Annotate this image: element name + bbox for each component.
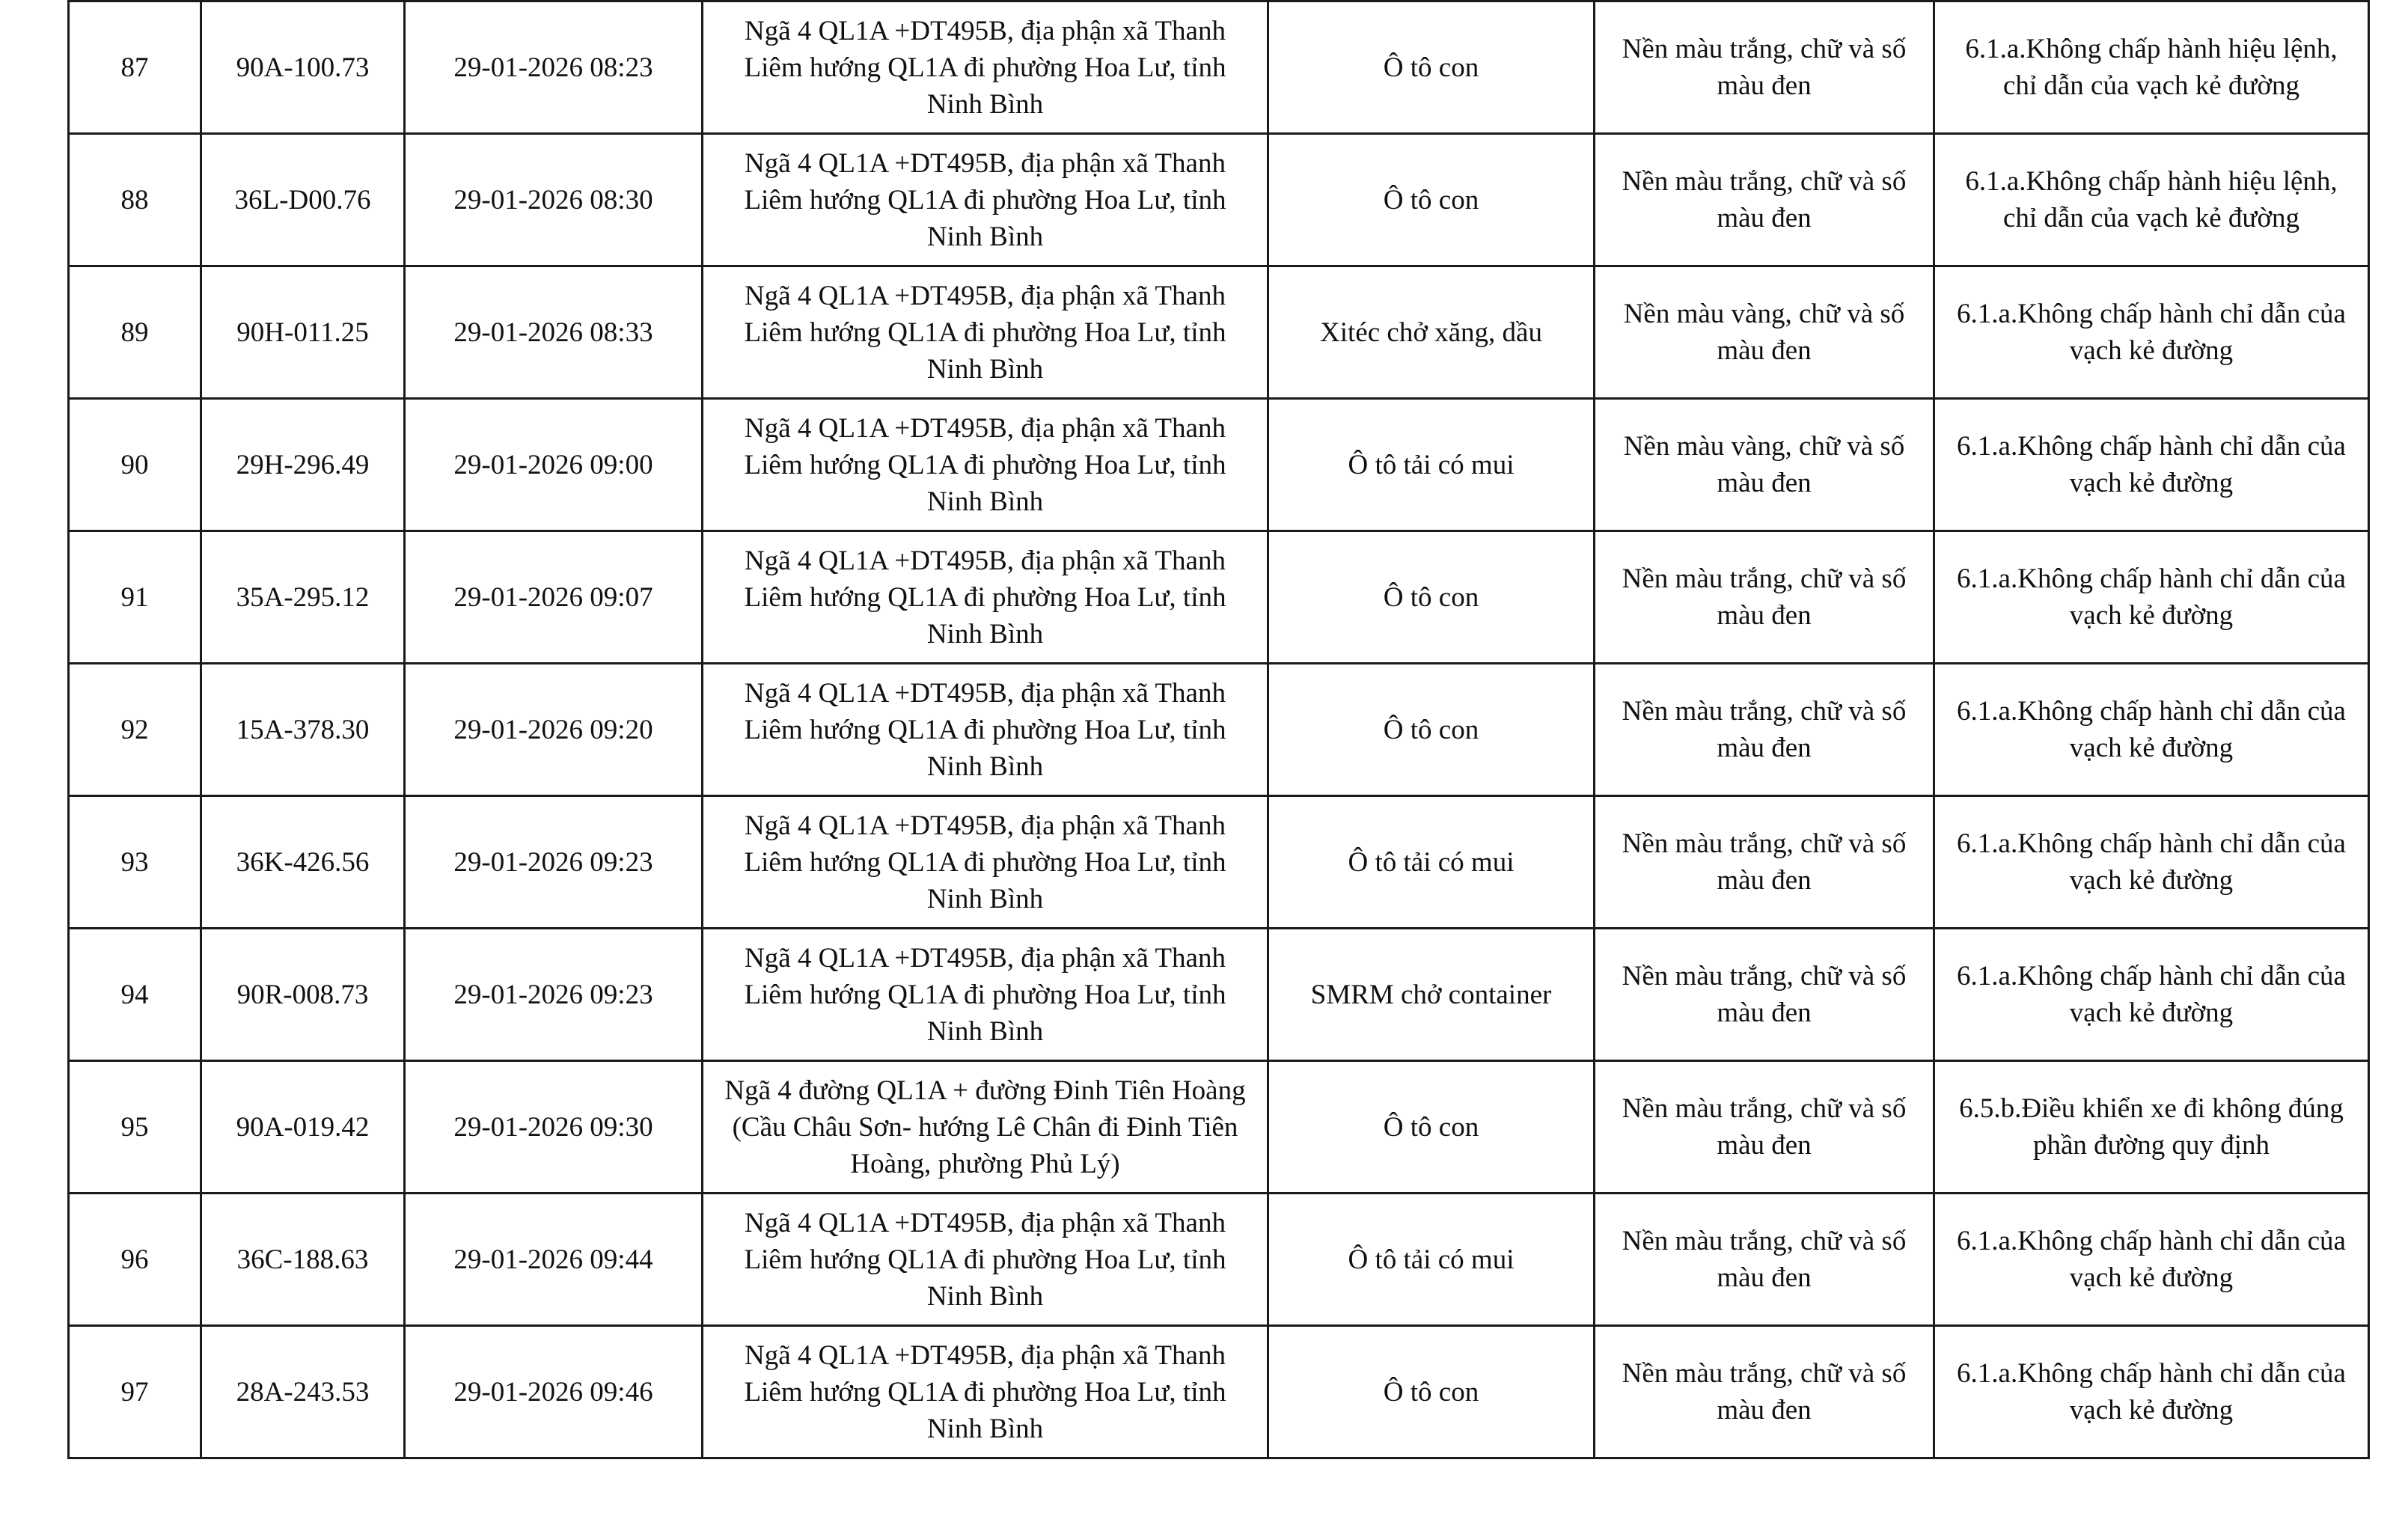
table-body — [69, 1, 2369, 1458]
plate-color-cell: Nền màu trắng, chữ và số màu đen — [1595, 134, 1934, 266]
violation-time-cell: 29-01-2026 09:44 — [405, 1194, 703, 1326]
vehicle-type-cell: Ô tô con — [1268, 1, 1595, 134]
row-number-cell: 94 — [69, 929, 201, 1061]
location-cell: Ngã 4 QL1A +DT495B, địa phận xã Thanh Liêm hướng QL1A đi phường Hoa Lư, tỉnh Ninh Bình — [703, 1326, 1268, 1458]
license-plate-cell: 36C-188.63 — [201, 1194, 405, 1326]
vehicle-type-cell: Ô tô con — [1268, 531, 1595, 664]
license-plate-cell: 90A-019.42 — [201, 1061, 405, 1194]
vehicle-type-cell: Ô tô con — [1268, 1061, 1595, 1194]
table-row — [69, 399, 2369, 531]
row-number-cell: 96 — [69, 1194, 201, 1326]
violations-table — [67, 0, 2370, 1459]
plate-color-cell: Nền màu trắng, chữ và số màu đen — [1595, 664, 1934, 796]
location-cell: Ngã 4 QL1A +DT495B, địa phận xã Thanh Liêm hướng QL1A đi phường Hoa Lư, tỉnh Ninh Bình — [703, 1194, 1268, 1326]
violation-time-cell: 29-01-2026 09:00 — [405, 399, 703, 531]
violation-cell: 6.1.a.Không chấp hành chỉ dẫn của vạch kẻ đường — [1934, 266, 2369, 399]
violation-time-cell: 29-01-2026 08:30 — [405, 134, 703, 266]
table-row — [69, 134, 2369, 266]
row-number-cell: 95 — [69, 1061, 201, 1194]
table-row — [69, 664, 2369, 796]
violation-time-cell: 29-01-2026 09:30 — [405, 1061, 703, 1194]
license-plate-cell: 35A-295.12 — [201, 531, 405, 664]
plate-color-cell: Nền màu vàng, chữ và số màu đen — [1595, 399, 1934, 531]
location-cell: Ngã 4 QL1A +DT495B, địa phận xã Thanh Liêm hướng QL1A đi phường Hoa Lư, tỉnh Ninh Bình — [703, 531, 1268, 664]
violation-time-cell: 29-01-2026 09:23 — [405, 929, 703, 1061]
location-cell: Ngã 4 QL1A +DT495B, địa phận xã Thanh Liêm hướng QL1A đi phường Hoa Lư, tỉnh Ninh Bình — [703, 399, 1268, 531]
violation-cell: 6.1.a.Không chấp hành chỉ dẫn của vạch kẻ đường — [1934, 796, 2369, 929]
violation-cell: 6.1.a.Không chấp hành chỉ dẫn của vạch kẻ đường — [1934, 1326, 2369, 1458]
plate-color-cell: Nền màu trắng, chữ và số màu đen — [1595, 531, 1934, 664]
row-number-cell: 87 — [69, 1, 201, 134]
violation-cell: 6.1.a.Không chấp hành hiệu lệnh, chỉ dẫn của vạch kẻ đường — [1934, 134, 2369, 266]
location-cell: Ngã 4 đường QL1A + đường Đinh Tiên Hoàng (Cầu Châu Sơn- hướng Lê Chân đi Đinh Tiên Hoàng, phường Phủ Lý) — [703, 1061, 1268, 1194]
location-cell: Ngã 4 QL1A +DT495B, địa phận xã Thanh Liêm hướng QL1A đi phường Hoa Lư, tỉnh Ninh Bình — [703, 266, 1268, 399]
document-page — [67, 0, 2368, 1459]
table-row — [69, 929, 2369, 1061]
row-number-cell: 88 — [69, 134, 201, 266]
location-cell: Ngã 4 QL1A +DT495B, địa phận xã Thanh Liêm hướng QL1A đi phường Hoa Lư, tỉnh Ninh Bình — [703, 1, 1268, 134]
violation-time-cell: 29-01-2026 09:07 — [405, 531, 703, 664]
vehicle-type-cell: Ô tô tải có mui — [1268, 399, 1595, 531]
plate-color-cell: Nền màu trắng, chữ và số màu đen — [1595, 1061, 1934, 1194]
license-plate-cell: 15A-378.30 — [201, 664, 405, 796]
plate-color-cell: Nền màu vàng, chữ và số màu đen — [1595, 266, 1934, 399]
violation-cell: 6.1.a.Không chấp hành chỉ dẫn của vạch kẻ đường — [1934, 1194, 2369, 1326]
violation-cell: 6.1.a.Không chấp hành hiệu lệnh, chỉ dẫn của vạch kẻ đường — [1934, 1, 2369, 134]
vehicle-type-cell: SMRM chở container — [1268, 929, 1595, 1061]
license-plate-cell: 90A-100.73 — [201, 1, 405, 134]
table-row — [69, 1326, 2369, 1458]
violation-time-cell: 29-01-2026 08:23 — [405, 1, 703, 134]
row-number-cell: 89 — [69, 266, 201, 399]
row-number-cell: 97 — [69, 1326, 201, 1458]
vehicle-type-cell: Ô tô con — [1268, 134, 1595, 266]
row-number-cell: 90 — [69, 399, 201, 531]
violation-cell: 6.1.a.Không chấp hành chỉ dẫn của vạch kẻ đường — [1934, 664, 2369, 796]
violation-cell: 6.5.b.Điều khiển xe đi không đúng phần đường quy định — [1934, 1061, 2369, 1194]
violation-cell: 6.1.a.Không chấp hành chỉ dẫn của vạch kẻ đường — [1934, 399, 2369, 531]
plate-color-cell: Nền màu trắng, chữ và số màu đen — [1595, 929, 1934, 1061]
license-plate-cell: 36L-D00.76 — [201, 134, 405, 266]
license-plate-cell: 90R-008.73 — [201, 929, 405, 1061]
location-cell: Ngã 4 QL1A +DT495B, địa phận xã Thanh Liêm hướng QL1A đi phường Hoa Lư, tỉnh Ninh Bình — [703, 929, 1268, 1061]
row-number-cell: 91 — [69, 531, 201, 664]
table-row — [69, 1194, 2369, 1326]
plate-color-cell: Nền màu trắng, chữ và số màu đen — [1595, 796, 1934, 929]
table-row — [69, 1061, 2369, 1194]
table-row — [69, 796, 2369, 929]
violation-time-cell: 29-01-2026 09:20 — [405, 664, 703, 796]
table-row — [69, 266, 2369, 399]
table-row — [69, 531, 2369, 664]
vehicle-type-cell: Ô tô tải có mui — [1268, 1194, 1595, 1326]
violation-time-cell: 29-01-2026 09:23 — [405, 796, 703, 929]
license-plate-cell: 29H-296.49 — [201, 399, 405, 531]
row-number-cell: 92 — [69, 664, 201, 796]
location-cell: Ngã 4 QL1A +DT495B, địa phận xã Thanh Liêm hướng QL1A đi phường Hoa Lư, tỉnh Ninh Bình — [703, 134, 1268, 266]
violation-time-cell: 29-01-2026 09:46 — [405, 1326, 703, 1458]
table-row — [69, 1, 2369, 134]
location-cell: Ngã 4 QL1A +DT495B, địa phận xã Thanh Liêm hướng QL1A đi phường Hoa Lư, tỉnh Ninh Bình — [703, 664, 1268, 796]
plate-color-cell: Nền màu trắng, chữ và số màu đen — [1595, 1194, 1934, 1326]
license-plate-cell: 28A-243.53 — [201, 1326, 405, 1458]
location-cell: Ngã 4 QL1A +DT495B, địa phận xã Thanh Liêm hướng QL1A đi phường Hoa Lư, tỉnh Ninh Bình — [703, 796, 1268, 929]
vehicle-type-cell: Ô tô tải có mui — [1268, 796, 1595, 929]
vehicle-type-cell: Ô tô con — [1268, 1326, 1595, 1458]
license-plate-cell: 90H-011.25 — [201, 266, 405, 399]
row-number-cell: 93 — [69, 796, 201, 929]
violation-cell: 6.1.a.Không chấp hành chỉ dẫn của vạch kẻ đường — [1934, 929, 2369, 1061]
violation-cell: 6.1.a.Không chấp hành chỉ dẫn của vạch kẻ đường — [1934, 531, 2369, 664]
vehicle-type-cell: Ô tô con — [1268, 664, 1595, 796]
license-plate-cell: 36K-426.56 — [201, 796, 405, 929]
vehicle-type-cell: Xitéc chở xăng, dầu — [1268, 266, 1595, 399]
plate-color-cell: Nền màu trắng, chữ và số màu đen — [1595, 1, 1934, 134]
violation-time-cell: 29-01-2026 08:33 — [405, 266, 703, 399]
plate-color-cell: Nền màu trắng, chữ và số màu đen — [1595, 1326, 1934, 1458]
